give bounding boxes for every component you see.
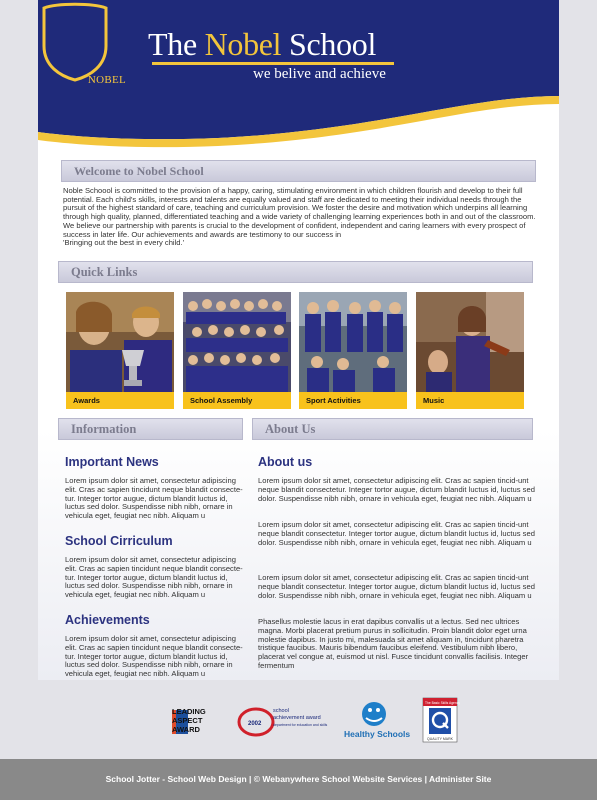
site-header — [38, 0, 559, 150]
achievements-title[interactable]: Achievements — [65, 613, 150, 627]
healthy-schools-logo — [344, 702, 410, 739]
achievement-line: school — [273, 708, 289, 714]
welcome-heading: Welcome to Nobel School — [61, 160, 536, 182]
about-us-heading: About Us — [252, 418, 533, 440]
school-curriculum-title[interactable]: School Cirriculum — [65, 534, 173, 548]
achievement-year: 2002 — [248, 721, 262, 727]
quick-link-sport-activities[interactable] — [299, 292, 407, 409]
leading-aspect-line: ASPECT — [172, 716, 203, 725]
welcome-motto: 'Bringing out the best in every child.' — [63, 238, 185, 248]
school-achievement-award-logo — [239, 708, 328, 735]
quick-link-awards[interactable] — [66, 292, 174, 409]
welcome-intro — [63, 187, 541, 248]
about-paragraph: Lorem ipsum dolor sit amet, consectetur adipiscing elit. Cras ac sapien tincid-unt neque blandit consectetur. Integer tortor augue, dictum blandit luctus id, luctus sed dolor. Suspendisse nibh nibh, ornare in vehicula eget, feugiat nec nibh. Aliquam u — [258, 476, 535, 503]
school-title[interactable] — [148, 26, 376, 63]
school-curriculum-text: Lorem ipsum dolor sit amet, consectetur adipiscing elit. Cras ac sapien tincidunt neque blandit consecte-tur. Integer tortor augue, dictum blandit luctus id, luctus sed dolor. Suspendisse nibh nibh, ornare in vehicula eget, feugiat nec nibh. Aliquam u — [65, 555, 243, 600]
welcome-paragraph: Noble Schoool is committed to the provision of a happy, caring, stimulating environment in which children flourish and develop to their full potential. Each child's skills, interests and talents are equally valued and staff are dedicated to meeting their individual needs through the pursuit of the highest standard of care, teaching and curriculum provision. We foster the desire and motivation which underpins all learning through high quality, planned, differentiated teaching and a wide variety of challenging learning experiences both in and out of the classroom. We believe our partnership with parents is crucial to the development of confident, independent and caring learners with every prospect of success in later life. Our achievements and awards are testimony to our success in — [63, 186, 536, 239]
school-assembly-photo — [183, 292, 291, 392]
leading-aspect-award-logo — [172, 707, 206, 734]
quality-mark-logo — [423, 698, 460, 742]
quality-mark-top: The Basic Skills Agency — [425, 701, 460, 705]
site-footer[interactable]: School Jotter - School Web Design | © Webanywhere School Website Services | Administer Site — [0, 759, 597, 800]
achievements-text: Lorem ipsum dolor sit amet, consectetur adipiscing elit. Cras ac sapien tincidunt neque blandit consecte-tur. Integer tortor augue, dictum blandit luctus id, luctus sed dolor. Suspendisse nibh nibh, ornare in vehicula eget, feugiat nec nibh. Aliquam u — [65, 634, 243, 679]
leading-aspect-line: AWARD — [172, 725, 200, 734]
quality-mark-bottom: QUALITY MARK — [427, 737, 453, 741]
award-logos — [0, 690, 597, 750]
sport-activities-photo — [299, 292, 407, 392]
quick-link-music[interactable] — [416, 292, 524, 409]
quick-link-label: Music — [416, 392, 524, 409]
about-paragraph: Lorem ipsum dolor sit amet, consectetur adipiscing elit. Cras ac sapien tincid-unt neque blandit consectetur. Integer tortor augue, dictum blandit luctus id, luctus sed dolor. Suspendisse nibh nibh, ornare in vehicula eget, feugiat nec nibh. Aliquam u — [258, 520, 535, 547]
title-prefix: The — [148, 26, 205, 62]
important-news-title[interactable]: Important News — [65, 455, 159, 469]
title-accent: Nobel — [204, 26, 282, 62]
school-crest-logo[interactable] — [38, 0, 112, 82]
quick-link-label: School Assembly — [183, 392, 291, 409]
music-photo — [416, 292, 524, 392]
leading-aspect-line: LEADING — [172, 707, 206, 716]
achievement-line: department for education and skills — [273, 723, 328, 727]
information-heading: Information — [58, 418, 243, 440]
about-paragraph: Phasellus molestie lacus in erat dapibus convallis ut a lectus. Sed nec ultrices magna. Morbi placerat pretium purus in sollicitudin. Proin blandit dolor eget urna molestie dapibus. In justo mi, malesuada sit amet aliquam in, tincidunt pharetra tristique faucibus. Mauris bibendum faucibus eleifend. Vestibulum nibh libero, placerat vel congue at, euismod ut nisl. Fusce tincidunt convallis facilisis. Integer fermentum — [258, 617, 529, 670]
school-tagline: we belive and achieve — [253, 66, 386, 82]
awards-photo — [66, 292, 174, 392]
title-underline — [152, 62, 394, 65]
award-logos-strip — [0, 690, 597, 750]
about-paragraph: Lorem ipsum dolor sit amet, consectetur adipiscing elit. Cras ac sapien tincid-unt neque blandit consectetur. Integer tortor augue, dictum blandit luctus id, luctus sed dolor. Suspendisse nibh nibh, ornare in vehicula eget, feugiat nec nibh. Aliquam u — [258, 573, 535, 600]
about-us-title[interactable]: About us — [258, 455, 313, 469]
title-suffix: School — [281, 26, 377, 62]
healthy-schools-label: Healthy Schools — [344, 729, 411, 739]
quick-link-label: Sport Activities — [299, 392, 407, 409]
achievement-line: achievement award — [273, 715, 321, 721]
quick-link-school-assembly[interactable] — [183, 292, 291, 409]
quick-link-label: Awards — [66, 392, 174, 409]
crest-label: NOBEL — [87, 74, 127, 86]
quick-links-heading: Quick Links — [58, 261, 533, 283]
important-news-text: Lorem ipsum dolor sit amet, consectetur adipiscing elit. Cras ac sapien tincidunt neque blandit consecte-tur. Integer tortor augue, dictum blandit luctus id, luctus sed dolor. Suspendisse nibh nibh, ornare in vehicula eget, feugiat nec nibh. Aliquam u — [65, 476, 243, 521]
